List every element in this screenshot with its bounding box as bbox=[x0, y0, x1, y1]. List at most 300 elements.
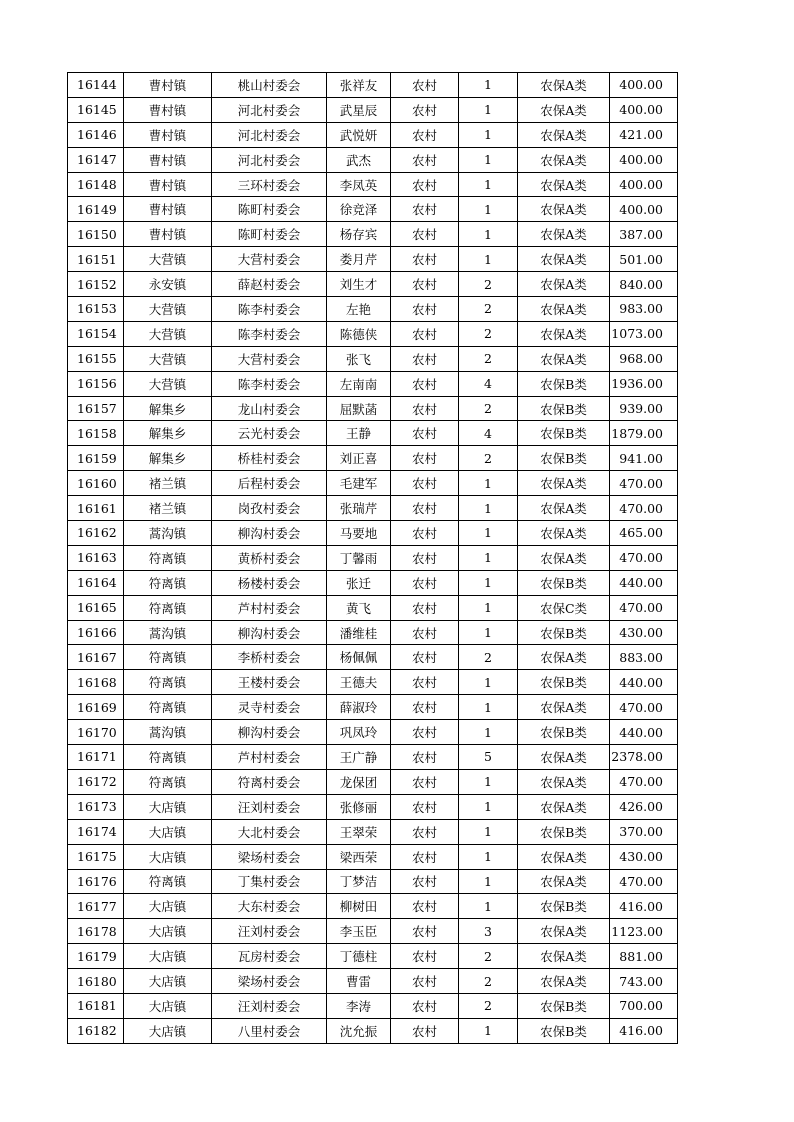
town-cell: 大店镇 bbox=[124, 844, 212, 869]
person-name-cell: 张飞 bbox=[327, 346, 391, 371]
insurance-category-cell: 农保B类 bbox=[518, 371, 610, 396]
table-row bbox=[68, 346, 678, 371]
area-type-cell: 农村 bbox=[391, 496, 459, 521]
insurance-category-cell: 农保A类 bbox=[518, 695, 610, 720]
amount-cell: 939.00 bbox=[610, 396, 678, 421]
record-id-cell: 16163 bbox=[68, 545, 124, 570]
record-id-cell: 16145 bbox=[68, 97, 124, 122]
area-type-cell: 农村 bbox=[391, 421, 459, 446]
person-name-cell: 刘正喜 bbox=[327, 446, 391, 471]
household-count-cell: 1 bbox=[459, 819, 518, 844]
household-count-cell: 2 bbox=[459, 446, 518, 471]
household-count-cell: 1 bbox=[459, 794, 518, 819]
area-type-cell: 农村 bbox=[391, 147, 459, 172]
amount-cell: 883.00 bbox=[610, 645, 678, 670]
person-name-cell: 武杰 bbox=[327, 147, 391, 172]
person-name-cell: 沈允振 bbox=[327, 1018, 391, 1043]
record-id-cell: 16162 bbox=[68, 521, 124, 546]
amount-cell: 440.00 bbox=[610, 570, 678, 595]
town-cell: 曹村镇 bbox=[124, 97, 212, 122]
record-id-cell: 16157 bbox=[68, 396, 124, 421]
insurance-category-cell: 农保A类 bbox=[518, 545, 610, 570]
amount-cell: 840.00 bbox=[610, 272, 678, 297]
person-name-cell: 柳树田 bbox=[327, 894, 391, 919]
household-count-cell: 2 bbox=[459, 272, 518, 297]
table-row bbox=[68, 247, 678, 272]
area-type-cell: 农村 bbox=[391, 471, 459, 496]
person-name-cell: 王广静 bbox=[327, 745, 391, 770]
town-cell: 符离镇 bbox=[124, 595, 212, 620]
amount-cell: 400.00 bbox=[610, 147, 678, 172]
insurance-category-cell: 农保A类 bbox=[518, 147, 610, 172]
area-type-cell: 农村 bbox=[391, 97, 459, 122]
table-row bbox=[68, 570, 678, 595]
household-count-cell: 1 bbox=[459, 670, 518, 695]
insurance-category-cell: 农保A类 bbox=[518, 944, 610, 969]
household-count-cell: 1 bbox=[459, 97, 518, 122]
record-id-cell: 16175 bbox=[68, 844, 124, 869]
area-type-cell: 农村 bbox=[391, 371, 459, 396]
town-cell: 褚兰镇 bbox=[124, 496, 212, 521]
person-name-cell: 李玉臣 bbox=[327, 919, 391, 944]
record-id-cell: 16159 bbox=[68, 446, 124, 471]
table-body bbox=[68, 73, 678, 1044]
household-count-cell: 1 bbox=[459, 769, 518, 794]
household-count-cell: 2 bbox=[459, 944, 518, 969]
person-name-cell: 龙保团 bbox=[327, 769, 391, 794]
amount-cell: 470.00 bbox=[610, 695, 678, 720]
village-committee-cell: 后程村委会 bbox=[212, 471, 327, 496]
person-name-cell: 曹雷 bbox=[327, 969, 391, 994]
town-cell: 符离镇 bbox=[124, 695, 212, 720]
village-committee-cell: 芦村村委会 bbox=[212, 595, 327, 620]
person-name-cell: 梁西荣 bbox=[327, 844, 391, 869]
amount-cell: 1123.00 bbox=[610, 919, 678, 944]
area-type-cell: 农村 bbox=[391, 944, 459, 969]
amount-cell: 421.00 bbox=[610, 122, 678, 147]
town-cell: 大营镇 bbox=[124, 371, 212, 396]
household-count-cell: 2 bbox=[459, 346, 518, 371]
record-id-cell: 16177 bbox=[68, 894, 124, 919]
household-count-cell: 4 bbox=[459, 371, 518, 396]
table-row bbox=[68, 172, 678, 197]
amount-cell: 470.00 bbox=[610, 545, 678, 570]
village-committee-cell: 桃山村委会 bbox=[212, 73, 327, 98]
area-type-cell: 农村 bbox=[391, 396, 459, 421]
household-count-cell: 5 bbox=[459, 745, 518, 770]
insurance-category-cell: 农保A类 bbox=[518, 73, 610, 98]
town-cell: 解集乡 bbox=[124, 396, 212, 421]
town-cell: 符离镇 bbox=[124, 570, 212, 595]
table-row bbox=[68, 869, 678, 894]
household-count-cell: 1 bbox=[459, 122, 518, 147]
village-committee-cell: 河北村委会 bbox=[212, 97, 327, 122]
insurance-category-cell: 农保B类 bbox=[518, 720, 610, 745]
table-row bbox=[68, 919, 678, 944]
area-type-cell: 农村 bbox=[391, 819, 459, 844]
village-committee-cell: 岗孜村委会 bbox=[212, 496, 327, 521]
area-type-cell: 农村 bbox=[391, 894, 459, 919]
amount-cell: 426.00 bbox=[610, 794, 678, 819]
village-committee-cell: 薛赵村委会 bbox=[212, 272, 327, 297]
area-type-cell: 农村 bbox=[391, 595, 459, 620]
insurance-category-cell: 农保B类 bbox=[518, 894, 610, 919]
village-committee-cell: 芦村村委会 bbox=[212, 745, 327, 770]
amount-cell: 968.00 bbox=[610, 346, 678, 371]
table-row bbox=[68, 670, 678, 695]
household-count-cell: 1 bbox=[459, 521, 518, 546]
insurance-category-cell: 农保A类 bbox=[518, 869, 610, 894]
area-type-cell: 农村 bbox=[391, 247, 459, 272]
area-type-cell: 农村 bbox=[391, 521, 459, 546]
household-count-cell: 1 bbox=[459, 620, 518, 645]
table-row bbox=[68, 396, 678, 421]
area-type-cell: 农村 bbox=[391, 844, 459, 869]
insurance-category-cell: 农保A类 bbox=[518, 769, 610, 794]
insurance-category-cell: 农保A类 bbox=[518, 272, 610, 297]
household-count-cell: 1 bbox=[459, 844, 518, 869]
town-cell: 曹村镇 bbox=[124, 172, 212, 197]
table-row bbox=[68, 122, 678, 147]
table-row bbox=[68, 844, 678, 869]
record-id-cell: 16144 bbox=[68, 73, 124, 98]
household-count-cell: 1 bbox=[459, 172, 518, 197]
table-row bbox=[68, 620, 678, 645]
table-row bbox=[68, 545, 678, 570]
table-row bbox=[68, 695, 678, 720]
record-id-cell: 16160 bbox=[68, 471, 124, 496]
table-row bbox=[68, 297, 678, 322]
person-name-cell: 王德夫 bbox=[327, 670, 391, 695]
area-type-cell: 农村 bbox=[391, 620, 459, 645]
table-row bbox=[68, 222, 678, 247]
area-type-cell: 农村 bbox=[391, 297, 459, 322]
household-count-cell: 1 bbox=[459, 545, 518, 570]
insurance-category-cell: 农保A类 bbox=[518, 794, 610, 819]
table-row bbox=[68, 794, 678, 819]
town-cell: 大店镇 bbox=[124, 1018, 212, 1043]
area-type-cell: 农村 bbox=[391, 869, 459, 894]
household-count-cell: 1 bbox=[459, 247, 518, 272]
household-count-cell: 1 bbox=[459, 222, 518, 247]
table-row bbox=[68, 745, 678, 770]
village-committee-cell: 丁集村委会 bbox=[212, 869, 327, 894]
person-name-cell: 黄飞 bbox=[327, 595, 391, 620]
amount-cell: 470.00 bbox=[610, 496, 678, 521]
area-type-cell: 农村 bbox=[391, 73, 459, 98]
household-count-cell: 2 bbox=[459, 645, 518, 670]
person-name-cell: 李凤英 bbox=[327, 172, 391, 197]
amount-cell: 700.00 bbox=[610, 993, 678, 1018]
town-cell: 褚兰镇 bbox=[124, 471, 212, 496]
town-cell: 大店镇 bbox=[124, 993, 212, 1018]
table-row bbox=[68, 73, 678, 98]
town-cell: 蒿沟镇 bbox=[124, 521, 212, 546]
town-cell: 大营镇 bbox=[124, 321, 212, 346]
household-count-cell: 2 bbox=[459, 321, 518, 346]
village-committee-cell: 大营村委会 bbox=[212, 346, 327, 371]
town-cell: 符离镇 bbox=[124, 645, 212, 670]
village-committee-cell: 汪刘村委会 bbox=[212, 919, 327, 944]
amount-cell: 470.00 bbox=[610, 869, 678, 894]
household-count-cell: 1 bbox=[459, 869, 518, 894]
insurance-category-cell: 农保A类 bbox=[518, 645, 610, 670]
village-committee-cell: 河北村委会 bbox=[212, 147, 327, 172]
town-cell: 大店镇 bbox=[124, 894, 212, 919]
table-row bbox=[68, 894, 678, 919]
area-type-cell: 农村 bbox=[391, 745, 459, 770]
village-committee-cell: 大北村委会 bbox=[212, 819, 327, 844]
insurance-category-cell: 农保A类 bbox=[518, 247, 610, 272]
insurance-category-cell: 农保A类 bbox=[518, 321, 610, 346]
table-row bbox=[68, 595, 678, 620]
household-count-cell: 4 bbox=[459, 421, 518, 446]
record-id-cell: 16170 bbox=[68, 720, 124, 745]
village-committee-cell: 柳沟村委会 bbox=[212, 521, 327, 546]
village-committee-cell: 柳沟村委会 bbox=[212, 720, 327, 745]
person-name-cell: 马要地 bbox=[327, 521, 391, 546]
person-name-cell: 丁馨雨 bbox=[327, 545, 391, 570]
household-count-cell: 1 bbox=[459, 496, 518, 521]
village-committee-cell: 陈李村委会 bbox=[212, 297, 327, 322]
amount-cell: 440.00 bbox=[610, 670, 678, 695]
town-cell: 大店镇 bbox=[124, 944, 212, 969]
amount-cell: 881.00 bbox=[610, 944, 678, 969]
amount-cell: 1936.00 bbox=[610, 371, 678, 396]
insurance-category-cell: 农保A类 bbox=[518, 496, 610, 521]
town-cell: 蒿沟镇 bbox=[124, 620, 212, 645]
record-id-cell: 16169 bbox=[68, 695, 124, 720]
town-cell: 解集乡 bbox=[124, 446, 212, 471]
insurance-category-cell: 农保B类 bbox=[518, 396, 610, 421]
table-row bbox=[68, 471, 678, 496]
town-cell: 符离镇 bbox=[124, 769, 212, 794]
person-name-cell: 丁梦洁 bbox=[327, 869, 391, 894]
insurance-category-cell: 农保B类 bbox=[518, 620, 610, 645]
area-type-cell: 农村 bbox=[391, 122, 459, 147]
table-row bbox=[68, 446, 678, 471]
table-row bbox=[68, 421, 678, 446]
table-row bbox=[68, 521, 678, 546]
village-committee-cell: 龙山村委会 bbox=[212, 396, 327, 421]
amount-cell: 743.00 bbox=[610, 969, 678, 994]
insurance-category-cell: 农保A类 bbox=[518, 844, 610, 869]
area-type-cell: 农村 bbox=[391, 645, 459, 670]
amount-cell: 416.00 bbox=[610, 894, 678, 919]
insurance-category-cell: 农保B类 bbox=[518, 670, 610, 695]
record-id-cell: 16182 bbox=[68, 1018, 124, 1043]
person-name-cell: 毛建军 bbox=[327, 471, 391, 496]
village-committee-cell: 符离村委会 bbox=[212, 769, 327, 794]
household-count-cell: 1 bbox=[459, 695, 518, 720]
insurance-category-cell: 农保A类 bbox=[518, 471, 610, 496]
area-type-cell: 农村 bbox=[391, 446, 459, 471]
household-count-cell: 1 bbox=[459, 1018, 518, 1043]
table-row bbox=[68, 97, 678, 122]
area-type-cell: 农村 bbox=[391, 720, 459, 745]
person-name-cell: 张祥友 bbox=[327, 73, 391, 98]
person-name-cell: 张瑞芹 bbox=[327, 496, 391, 521]
village-committee-cell: 李桥村委会 bbox=[212, 645, 327, 670]
area-type-cell: 农村 bbox=[391, 919, 459, 944]
village-committee-cell: 陈町村委会 bbox=[212, 197, 327, 222]
amount-cell: 416.00 bbox=[610, 1018, 678, 1043]
insurance-category-cell: 农保A类 bbox=[518, 346, 610, 371]
insurance-category-cell: 农保A类 bbox=[518, 197, 610, 222]
record-id-cell: 16150 bbox=[68, 222, 124, 247]
town-cell: 解集乡 bbox=[124, 421, 212, 446]
household-count-cell: 1 bbox=[459, 147, 518, 172]
person-name-cell: 张迁 bbox=[327, 570, 391, 595]
record-id-cell: 16174 bbox=[68, 819, 124, 844]
town-cell: 永安镇 bbox=[124, 272, 212, 297]
record-id-cell: 16147 bbox=[68, 147, 124, 172]
record-id-cell: 16151 bbox=[68, 247, 124, 272]
area-type-cell: 农村 bbox=[391, 670, 459, 695]
person-name-cell: 巩凤玲 bbox=[327, 720, 391, 745]
table-row bbox=[68, 272, 678, 297]
town-cell: 曹村镇 bbox=[124, 73, 212, 98]
household-count-cell: 1 bbox=[459, 570, 518, 595]
insurance-category-cell: 农保A类 bbox=[518, 919, 610, 944]
household-count-cell: 1 bbox=[459, 720, 518, 745]
village-committee-cell: 陈李村委会 bbox=[212, 321, 327, 346]
person-name-cell: 武星辰 bbox=[327, 97, 391, 122]
record-id-cell: 16148 bbox=[68, 172, 124, 197]
town-cell: 大店镇 bbox=[124, 969, 212, 994]
insurance-category-cell: 农保A类 bbox=[518, 969, 610, 994]
town-cell: 符离镇 bbox=[124, 545, 212, 570]
insurance-category-cell: 农保B类 bbox=[518, 446, 610, 471]
person-name-cell: 李涛 bbox=[327, 993, 391, 1018]
area-type-cell: 农村 bbox=[391, 346, 459, 371]
area-type-cell: 农村 bbox=[391, 1018, 459, 1043]
record-id-cell: 16155 bbox=[68, 346, 124, 371]
record-id-cell: 16161 bbox=[68, 496, 124, 521]
person-name-cell: 薛淑玲 bbox=[327, 695, 391, 720]
insurance-category-cell: 农保A类 bbox=[518, 122, 610, 147]
village-committee-cell: 瓦房村委会 bbox=[212, 944, 327, 969]
record-id-cell: 16180 bbox=[68, 969, 124, 994]
area-type-cell: 农村 bbox=[391, 794, 459, 819]
household-count-cell: 3 bbox=[459, 919, 518, 944]
village-committee-cell: 陈町村委会 bbox=[212, 222, 327, 247]
area-type-cell: 农村 bbox=[391, 321, 459, 346]
person-name-cell: 杨佩佩 bbox=[327, 645, 391, 670]
household-count-cell: 1 bbox=[459, 197, 518, 222]
amount-cell: 387.00 bbox=[610, 222, 678, 247]
record-id-cell: 16179 bbox=[68, 944, 124, 969]
record-id-cell: 16168 bbox=[68, 670, 124, 695]
town-cell: 曹村镇 bbox=[124, 197, 212, 222]
area-type-cell: 农村 bbox=[391, 222, 459, 247]
amount-cell: 370.00 bbox=[610, 819, 678, 844]
insurance-category-cell: 农保A类 bbox=[518, 297, 610, 322]
record-id-cell: 16149 bbox=[68, 197, 124, 222]
town-cell: 大店镇 bbox=[124, 794, 212, 819]
town-cell: 蒿沟镇 bbox=[124, 720, 212, 745]
record-id-cell: 16146 bbox=[68, 122, 124, 147]
insurance-category-cell: 农保B类 bbox=[518, 570, 610, 595]
table-row bbox=[68, 720, 678, 745]
table-row bbox=[68, 197, 678, 222]
amount-cell: 941.00 bbox=[610, 446, 678, 471]
amount-cell: 470.00 bbox=[610, 769, 678, 794]
town-cell: 符离镇 bbox=[124, 670, 212, 695]
person-name-cell: 屈默菡 bbox=[327, 396, 391, 421]
person-name-cell: 王静 bbox=[327, 421, 391, 446]
person-name-cell: 娄月芹 bbox=[327, 247, 391, 272]
village-committee-cell: 梁场村委会 bbox=[212, 844, 327, 869]
amount-cell: 465.00 bbox=[610, 521, 678, 546]
village-committee-cell: 王楼村委会 bbox=[212, 670, 327, 695]
person-name-cell: 潘维桂 bbox=[327, 620, 391, 645]
household-count-cell: 1 bbox=[459, 73, 518, 98]
town-cell: 大店镇 bbox=[124, 819, 212, 844]
household-count-cell: 1 bbox=[459, 595, 518, 620]
amount-cell: 400.00 bbox=[610, 97, 678, 122]
insurance-category-cell: 农保A类 bbox=[518, 521, 610, 546]
area-type-cell: 农村 bbox=[391, 993, 459, 1018]
person-name-cell: 徐竞泽 bbox=[327, 197, 391, 222]
table-row bbox=[68, 944, 678, 969]
record-id-cell: 16152 bbox=[68, 272, 124, 297]
village-committee-cell: 三环村委会 bbox=[212, 172, 327, 197]
table-row bbox=[68, 496, 678, 521]
amount-cell: 400.00 bbox=[610, 73, 678, 98]
insurance-category-cell: 农保B类 bbox=[518, 421, 610, 446]
area-type-cell: 农村 bbox=[391, 695, 459, 720]
table-row bbox=[68, 645, 678, 670]
village-committee-cell: 黄桥村委会 bbox=[212, 545, 327, 570]
record-id-cell: 16176 bbox=[68, 869, 124, 894]
household-count-cell: 2 bbox=[459, 969, 518, 994]
amount-cell: 470.00 bbox=[610, 471, 678, 496]
amount-cell: 400.00 bbox=[610, 172, 678, 197]
record-id-cell: 16173 bbox=[68, 794, 124, 819]
village-committee-cell: 大东村委会 bbox=[212, 894, 327, 919]
insurance-category-cell: 农保A类 bbox=[518, 745, 610, 770]
town-cell: 大营镇 bbox=[124, 247, 212, 272]
village-committee-cell: 杨楼村委会 bbox=[212, 570, 327, 595]
area-type-cell: 农村 bbox=[391, 545, 459, 570]
town-cell: 大营镇 bbox=[124, 346, 212, 371]
insurance-category-cell: 农保B类 bbox=[518, 1018, 610, 1043]
village-committee-cell: 灵寺村委会 bbox=[212, 695, 327, 720]
person-name-cell: 王翠荣 bbox=[327, 819, 391, 844]
town-cell: 曹村镇 bbox=[124, 222, 212, 247]
data-table bbox=[67, 72, 678, 1044]
insurance-category-cell: 农保B类 bbox=[518, 819, 610, 844]
record-id-cell: 16164 bbox=[68, 570, 124, 595]
insurance-category-cell: 农保C类 bbox=[518, 595, 610, 620]
village-committee-cell: 桥桂村委会 bbox=[212, 446, 327, 471]
town-cell: 曹村镇 bbox=[124, 147, 212, 172]
household-count-cell: 2 bbox=[459, 396, 518, 421]
record-id-cell: 16181 bbox=[68, 993, 124, 1018]
area-type-cell: 农村 bbox=[391, 172, 459, 197]
area-type-cell: 农村 bbox=[391, 570, 459, 595]
amount-cell: 2378.00 bbox=[610, 745, 678, 770]
amount-cell: 430.00 bbox=[610, 844, 678, 869]
person-name-cell: 左南南 bbox=[327, 371, 391, 396]
household-count-cell: 1 bbox=[459, 471, 518, 496]
village-committee-cell: 云光村委会 bbox=[212, 421, 327, 446]
record-id-cell: 16154 bbox=[68, 321, 124, 346]
insurance-category-cell: 农保A类 bbox=[518, 222, 610, 247]
amount-cell: 470.00 bbox=[610, 595, 678, 620]
village-committee-cell: 柳沟村委会 bbox=[212, 620, 327, 645]
